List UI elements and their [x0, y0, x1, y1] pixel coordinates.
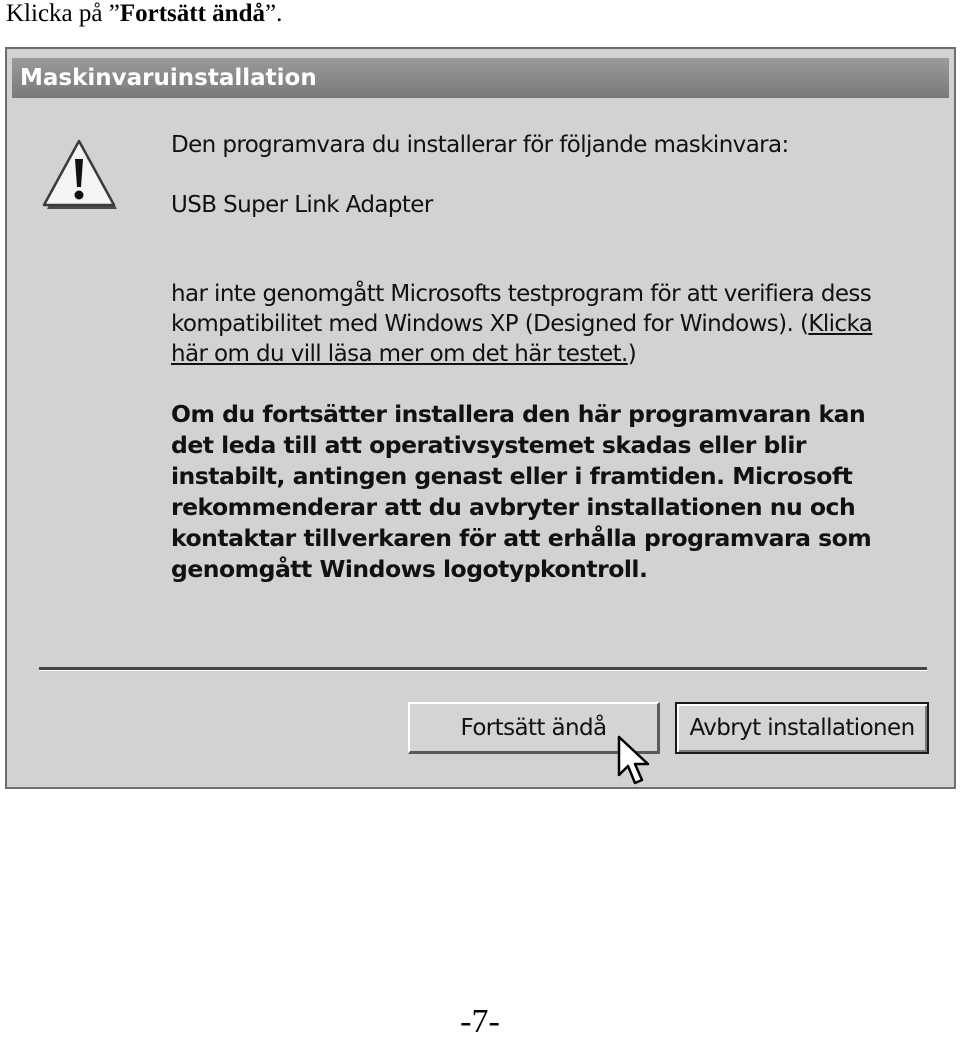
page-number: -7- [460, 1003, 500, 1040]
instruction-bold: Fortsätt ändå [119, 0, 265, 27]
hardware-install-dialog [5, 47, 956, 789]
warning-line: genomgått Windows logotypkontroll. [171, 555, 648, 583]
warning-line: det leda till att operativsystemet skadas eller blir [171, 431, 806, 459]
warning-paragraph [171, 399, 871, 585]
dialog-separator [39, 667, 927, 671]
warning-line: kontaktar tillverkaren för att erhålla programvara som [171, 524, 872, 552]
cancel-installation-label: Avbryt installationen [689, 715, 915, 741]
warning-line: rekommenderar att du avbryter installationen nu och [171, 493, 856, 521]
instruction-suffix: ”. [264, 0, 283, 27]
dialog-titlebar[interactable] [12, 58, 949, 98]
paragraph-line-3-tail: ) [627, 341, 637, 367]
paragraph-line-2 [171, 309, 872, 339]
test-info-link-start[interactable]: Klicka [808, 311, 873, 337]
instruction-prefix: Klicka på ” [6, 0, 120, 27]
dialog-title: Maskinvaruinstallation [20, 65, 317, 91]
paragraph-line-3 [171, 339, 872, 369]
continue-anyway-label: Fortsätt ändå [460, 714, 607, 741]
test-info-link-end[interactable]: här om du vill läsa mer om det här testet. [171, 341, 628, 367]
warning-line: Om du fortsätter installera den här programvaran kan [171, 400, 866, 428]
paragraph-line-1: har inte genomgått Microsofts testprogram för att verifiera dess [171, 281, 872, 307]
device-name: USB Super Link Adapter [171, 192, 433, 218]
compatibility-paragraph [171, 279, 872, 369]
dialog-heading: Den programvara du installerar för följande maskinvara: [171, 132, 789, 158]
warning-icon [39, 135, 119, 213]
warning-line: instabilt, antingen genast eller i framtiden. Microsoft [171, 462, 853, 490]
paragraph-line-2-text: kompatibilitet med Windows XP (Designed for Windows). ( [171, 311, 809, 337]
instruction-text [6, 0, 282, 28]
cancel-installation-button[interactable] [675, 702, 929, 754]
arrow-cursor-icon [617, 735, 651, 787]
